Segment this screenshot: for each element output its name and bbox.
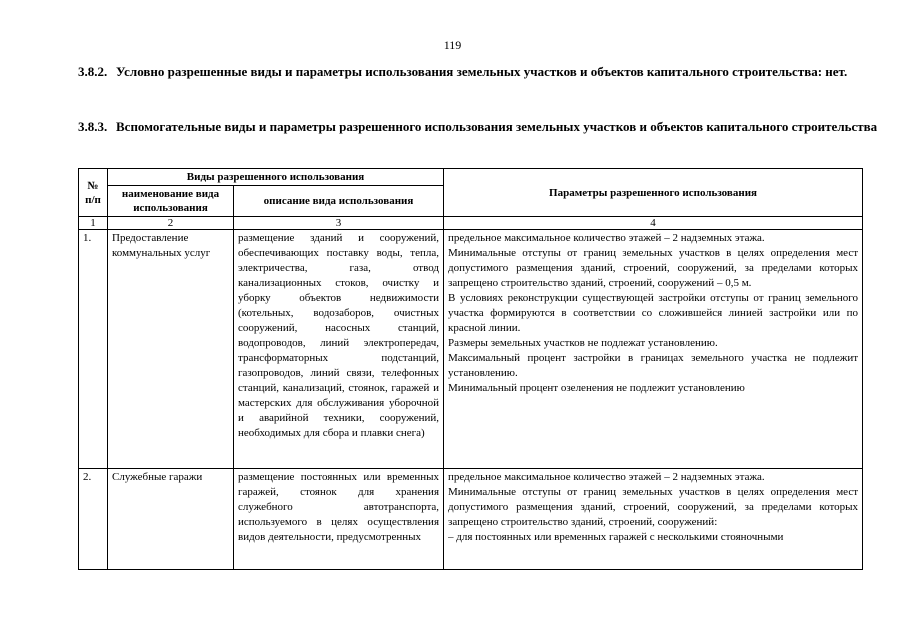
row-number: 1. [79,230,108,469]
column-number: 2 [108,217,234,230]
parameter-line: Минимальный процент озеленения не подлежит установлению [448,382,745,394]
use-name: Предоставление коммунальных услуг [108,230,234,469]
use-name: Служебные гаражи [108,469,234,570]
table-row [79,230,863,469]
header-use-types: Виды разрешенного использования [108,169,444,186]
use-description: размещение зданий и сооружений, обеспечивающих поставку воды, тепла, электричества, газа, отвод канализационных стоков, очистку и уборку объектов недвижимости (котельных, водозаборов, очистных сооружений, насосных станций, водопроводов, линий электропередач, трансформаторных подстанций, газопроводов, линий связи, телефонных станций, канализаций, стоянок, гаражей и мастерских для обслуживания уборочной и аварийной техники, сооружений, необходимых для сбора и плавки снега) [234,230,444,469]
parameter-line: Размеры земельных участков не подлежат установлению. [448,337,718,349]
column-number-row [79,217,863,230]
permitted-use-table [78,168,863,570]
section-heading-3-8-3 [78,118,878,135]
table-row [79,469,863,570]
parameter-line: Максимальный процент застройки в границах земельного участка не подлежит установлению. [448,352,859,379]
use-parameters [444,469,863,570]
column-number: 3 [234,217,444,230]
section-heading-3-8-2 [78,63,878,80]
section-number: 3.8.2. [78,64,108,79]
parameter-line: предельное максимальное количество этажей – 2 надземных этажа. [448,471,765,483]
parameter-line: – для постоянных или временных гаражей с несколькими стояночными [448,531,784,543]
header-params: Параметры разрешенного использования [444,169,863,217]
parameter-line: Минимальные отступы от границ земельных участков в целях определения мест допустимого размещения зданий, строений, сооружений, за пределами которых запрещено строительство зданий, строений, сооружений – 0,5 м. [448,247,859,289]
parameter-line: предельное максимальное количество этажей – 2 надземных этажа. [448,232,765,244]
row-number: 2. [79,469,108,570]
header-use-name: наименование вида использования [108,186,234,217]
page-number: 119 [443,38,462,52]
parameter-line: В условиях реконструкции существующей застройки отступы от границ земельного участка формируются в соответствии со сложившейся линией застройки или по красной линии. [448,292,859,334]
section-title: Условно разрешенные виды и параметры использования земельных участков и объектов капитального строительства: нет. [116,64,848,79]
use-parameters [444,230,863,469]
section-title: Вспомогательные виды и параметры разрешенного использования земельных участков и объектов капитального строительства [116,119,878,134]
section-number: 3.8.3. [78,119,108,134]
use-description: размещение постоянных или временных гаражей, стоянок для хранения служебного автотранспорта, используемого в целях осуществления видов деятельности, предусмотренных [234,469,444,570]
column-number: 4 [444,217,863,230]
header-num: № п/п [79,169,108,217]
column-number: 1 [79,217,108,230]
header-use-description: описание вида использования [234,186,444,217]
parameter-line: Минимальные отступы от границ земельных участков в целях определения мест допустимого размещения зданий, строений, сооружений, за пределами которых запрещено строительство зданий, строений, сооружений: [448,486,859,528]
